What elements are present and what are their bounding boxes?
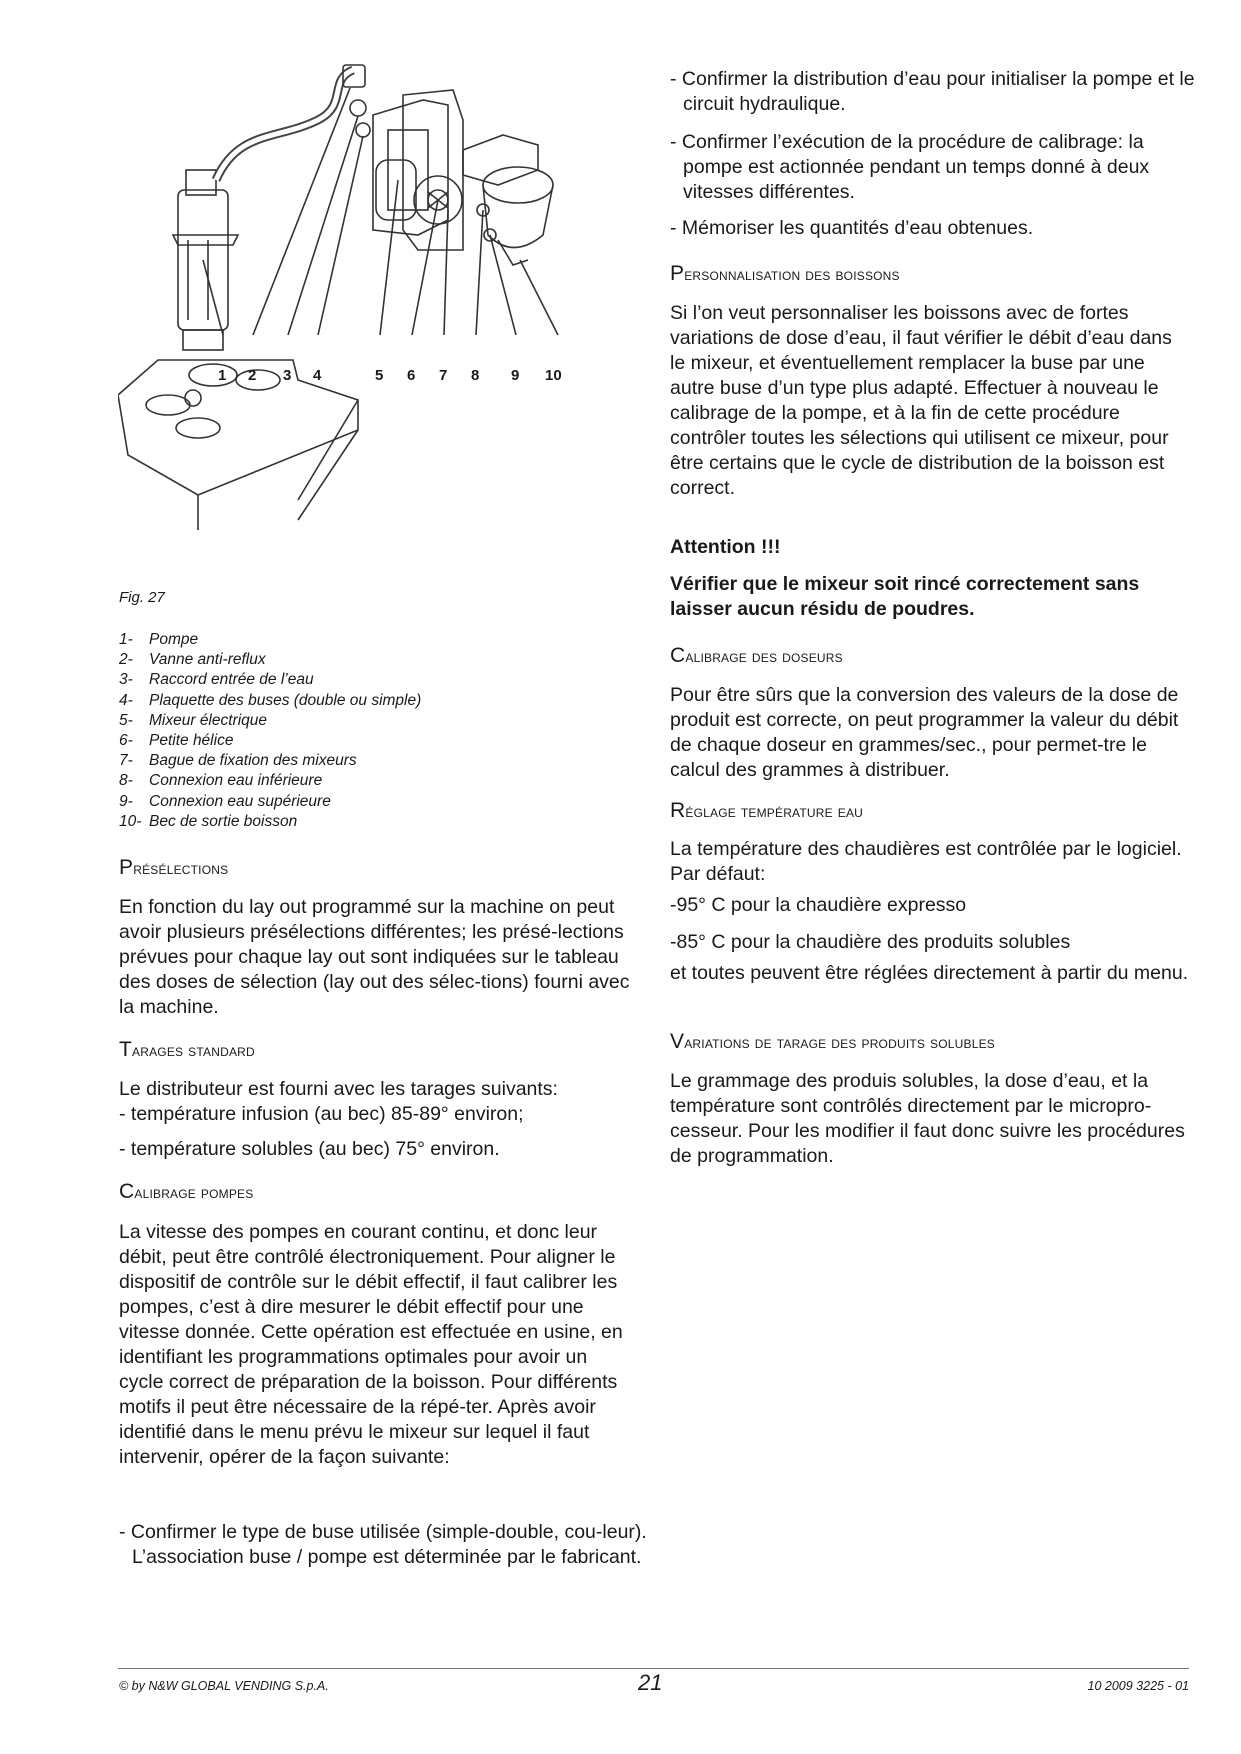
nozzle-plate — [373, 100, 448, 235]
legend-item: 4- Plaquette des buses (double ou simple) — [119, 691, 422, 709]
callout-1: 1 — [218, 367, 227, 384]
calibrage-pompes-heading: Calibrage pompes — [119, 1180, 254, 1203]
legend-item: 1- Pompe — [119, 631, 199, 648]
calibrage-step-1: - Confirmer le type de buse utilisée (simple-double, cou-leur). L’association buse / pompe est déterminée par le fabricant. — [119, 1521, 647, 1568]
callout-6: 6 — [407, 367, 416, 384]
page-number: 21 — [638, 1670, 663, 1695]
callout-10: 10 — [545, 367, 562, 384]
preselections-text: En fonction du lay out programmé sur la machine on peut avoir plusieurs présélections différentes; les présé-lections prévues pour chaque lay out sont indiquées sur le tableau des doses de sélection (lay out des sélec-tions) fourni avec la machine. — [119, 896, 630, 1018]
legend-item: 9- Connexion eau supérieure — [119, 792, 331, 810]
reglage-heading: Réglage température eau — [670, 799, 864, 822]
callout-8: 8 — [471, 367, 480, 384]
variations-heading: Variations de tarage des produits solubles — [670, 1030, 995, 1053]
legend-item: 3- Raccord entrée de l’eau — [119, 671, 314, 689]
callout-2: 2 — [248, 367, 257, 384]
base-tray — [118, 360, 358, 495]
variations-text: Le grammage des produis solubles, la dose d’eau, et la température sont contrôlés directement par le micropro-cesseur. Pour les modifier il faut donc suivre les procédures de programmation. — [670, 1070, 1185, 1167]
calibrage-doseurs-heading: Calibrage des doseurs — [670, 644, 843, 667]
footer-doc-ref: 10 2009 3225 - 01 — [1087, 1679, 1189, 1693]
mixer-bowl-top — [463, 135, 538, 185]
legend-item: 6- Petite hélice — [119, 732, 234, 750]
tarages-item-solubles: - température solubles (au bec) 75° environ. — [119, 1138, 500, 1160]
water-hose — [216, 70, 353, 180]
figure-27-diagram — [118, 60, 658, 560]
attention-text: Vérifier que le mixeur soit rincé correctement sans laisser aucun résidu de poudres. — [670, 573, 1140, 620]
legend-item: 2- Vanne anti-reflux — [119, 651, 266, 669]
mixer-bowl — [483, 167, 553, 203]
footer-divider — [118, 1668, 1189, 1669]
calibrage-step-3: - Confirmer l’exécution de la procédure de calibrage: la pompe est actionnée pendant un temps donné à deux vitesses différentes. — [670, 131, 1150, 203]
tarages-intro: Le distributeur est fourni avec les tarages suivants: — [119, 1078, 558, 1100]
legend-item: 7- Bague de fixation des mixeurs — [119, 752, 357, 770]
tarages-item-infusion: - température infusion (au bec) 85-89° environ; — [119, 1103, 524, 1125]
callout-9: 9 — [511, 367, 520, 384]
preselections-heading: Présélections — [119, 856, 229, 879]
callout-7: 7 — [439, 367, 448, 384]
calibrage-pompes-text: La vitesse des pompes en courant continu, et donc leur débit, peut être contrôlé électroniquement. Pour aligner le dispositif de contrôle sur le débit effectif, il faut calibrer les pompes, c’est à dire mesurer le débit effectif pour une vitesse donnée. Cette opération est effectuée en usine, en identifiant les programmations optimales pour avoir un cycle correct de préparation de la boisson. Pour différents motifs il peut être nécessaire de la répé-ter. Après avoir identifié dans le menu prévu le mixeur sur lequel il faut intervenir, opérer de la façon suivante: — [119, 1221, 623, 1468]
pump-cap — [186, 170, 216, 195]
callout-4: 4 — [313, 367, 322, 384]
personnalisation-heading: Personnalisation des boissons — [670, 262, 900, 285]
calibrage-step-2: - Confirmer la distribution d’eau pour initialiser la pompe et le circuit hydraulique. — [670, 68, 1195, 115]
reglage-solubles: -85° C pour la chaudière des produits solubles — [670, 931, 1071, 953]
reglage-text-2: et toutes peuvent être réglées directement à partir du menu. — [670, 962, 1189, 984]
figure-caption: Fig. 27 — [119, 589, 165, 606]
tarages-heading: Tarages standard — [119, 1038, 255, 1061]
calibrage-step-4: - Mémoriser les quantités d’eau obtenues. — [670, 217, 1034, 239]
electric-mixer — [376, 160, 416, 220]
callout-5: 5 — [375, 367, 384, 384]
callout-3: 3 — [283, 367, 292, 384]
calibrage-doseurs-text: Pour être sûrs que la conversion des valeurs de la dose de produit est correcte, on peut programmer la valeur du débit de chaque doseur en grammes/sec., pour permet-tre le calcul des grammes à distribuer. — [670, 684, 1179, 781]
legend-item: 10- Bec de sortie boisson — [119, 812, 298, 830]
footer-copyright: © by N&W GLOBAL VENDING S.p.A. — [119, 1679, 329, 1693]
legend-item: 5- Mixeur électrique — [119, 711, 268, 729]
figure-legend — [119, 630, 421, 832]
reglage-expresso: -95° C pour la chaudière expresso — [670, 894, 967, 916]
attention-title: Attention !!! — [670, 536, 781, 558]
mixer-assembly-drawing — [118, 60, 658, 560]
reglage-text: La température des chaudières est contrôlée par le logiciel. Par défaut: — [670, 838, 1182, 885]
legend-item: 8- Connexion eau inférieure — [119, 772, 323, 790]
personnalisation-text: Si l’on veut personnaliser les boissons avec de fortes variations de dose d’eau, il faut vérifier le débit d’eau dans le mixeur, et éventuellement remplacer la buse par une autre buse d’un type plus adapté. Effectuer à nouveau le calibrage de la pompe, et à la fin de cette procédure contrôler toutes les sélections qui utilisent ce mixeur, pour être certains que le cycle de distribution de la boisson est correct. — [670, 302, 1172, 499]
